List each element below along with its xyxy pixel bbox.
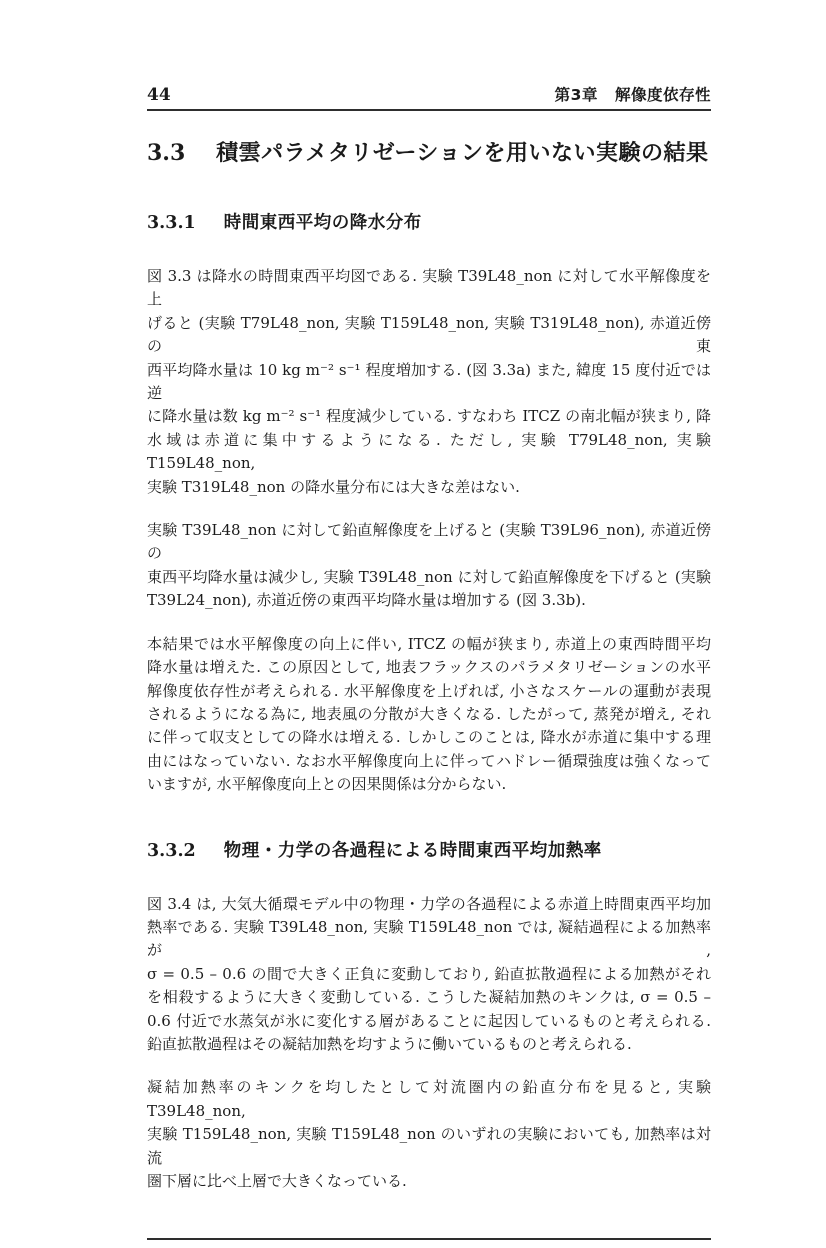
text-line: 解像度依存性が考えられる. 水平解像度を上げれば, 小さなスケールの運動が表現 bbox=[147, 681, 711, 700]
paragraph bbox=[147, 519, 711, 613]
document-content bbox=[147, 211, 711, 1193]
section-number: 3.3 bbox=[147, 140, 186, 166]
text-line: されるようになる為に, 地表風の分散が大きくなる. したがって, 蒸発が増え, それ bbox=[147, 704, 711, 723]
subsection-heading bbox=[147, 211, 711, 235]
text-line: を相殺するように大きく変動している. こうした凝結加熱のキンクは, σ = 0.5 – bbox=[147, 988, 711, 1007]
text-line: に降水量は数 kg m⁻² s⁻¹ 程度減少している. すなわち ITCZ の南北幅が狭まり, 降 bbox=[147, 407, 711, 426]
footer-rule bbox=[147, 1238, 711, 1240]
chapter-title: 解像度依存性 bbox=[614, 86, 711, 104]
section-heading bbox=[147, 138, 711, 169]
text-line: 実験 T39L48_non に対して鉛直解像度を上げると (実験 T39L96_non), 赤道近傍の bbox=[147, 521, 711, 563]
text-line: 圏下層に比べ上層で大きくなっている. bbox=[147, 1172, 407, 1190]
subsection-title: 時間東西平均の降水分布 bbox=[223, 213, 422, 233]
text-line: 降水量は増えた. この原因として, 地表フラックスのパラメタリゼーションの水平 bbox=[147, 658, 711, 677]
text-line: いますが, 水平解像度向上との因果関係は分からない. bbox=[147, 775, 507, 794]
text-column bbox=[147, 0, 711, 1248]
text-line: σ = 0.5 – 0.6 の間で大きく正負に変動しており, 鉛直拡散過程による加熱がそれ bbox=[147, 964, 711, 983]
text-line: 東西平均降水量は減少し, 実験 T39L48_non に対して鉛直解像度を下げると (実験 bbox=[147, 567, 711, 586]
subsection-title: 物理・力学の各過程による時間東西平均加熱率 bbox=[223, 840, 602, 861]
paragraph bbox=[147, 265, 711, 499]
chapter-label: 第3章 bbox=[554, 86, 598, 104]
section-title: 積雲パラメタリゼーションを用いない実験の結果 bbox=[216, 141, 709, 166]
text-line: 凝結加熱率のキンクを均したとして対流圏内の鉛直分布を見ると, 実験 T39L48_non, bbox=[147, 1078, 711, 1120]
running-header bbox=[147, 86, 711, 111]
text-line: 実験 T319L48_non の降水量分布には大きな差はない. bbox=[147, 477, 520, 496]
paragraph bbox=[147, 633, 711, 797]
page-number: 44 bbox=[147, 85, 171, 105]
text-line: 本結果では水平解像度の向上に伴い, ITCZ の幅が狭まり, 赤道上の東西時間平均 bbox=[147, 634, 711, 653]
subsection-number: 3.3.2 bbox=[147, 840, 196, 861]
text-line: げると (実験 T79L48_non, 実験 T159L48_non, 実験 T319L48_non), 赤道近傍の東 bbox=[147, 313, 711, 356]
paragraph bbox=[147, 1076, 711, 1193]
text-line: 由にはなっていない. なお水平解像度向上に伴ってハドレー循環強度は強くなって bbox=[147, 751, 711, 770]
text-line: 西平均降水量は 10 kg m⁻² s⁻¹ 程度増加する. (図 3.3a) また, 緯度 15 度付近では逆 bbox=[147, 360, 711, 403]
paragraph bbox=[147, 893, 711, 1057]
text-line: T39L24_non), 赤道近傍の東西平均降水量は増加する (図 3.3b). bbox=[147, 591, 586, 610]
text-line: 水域は赤道に集中するようになる. ただし, 実験 T79L48_non, 実験 T159L48_non, bbox=[147, 430, 711, 473]
text-line: 0.6 付近で水蒸気が氷に変化する層があることに起因しているものと考えられる. bbox=[147, 1011, 711, 1030]
subsection-number: 3.3.1 bbox=[147, 213, 196, 233]
text-line: 鉛直拡散過程はその凝結加熱を均すように働いているものと考えられる. bbox=[147, 1034, 632, 1053]
running-chapter bbox=[555, 86, 711, 104]
text-line: 図 3.4 は, 大気大循環モデル中の物理・力学の各過程による赤道上時間東西平均加 bbox=[147, 894, 711, 913]
text-line: 熱率である. 実験 T39L48_non, 実験 T159L48_non では, 凝結過程による加熱率が, bbox=[147, 917, 711, 960]
text-line: 実験 T159L48_non, 実験 T159L48_non のいずれの実験においても, 加熱率は対流 bbox=[147, 1125, 711, 1167]
text-line: に伴って収支としての降水は増える. しかしこのことは, 降水が赤道に集中する理 bbox=[147, 728, 711, 747]
subsection-heading bbox=[147, 839, 711, 863]
text-line: 図 3.3 は降水の時間東西平均図である. 実験 T39L48_non に対して水平解像度を上 bbox=[147, 267, 711, 309]
